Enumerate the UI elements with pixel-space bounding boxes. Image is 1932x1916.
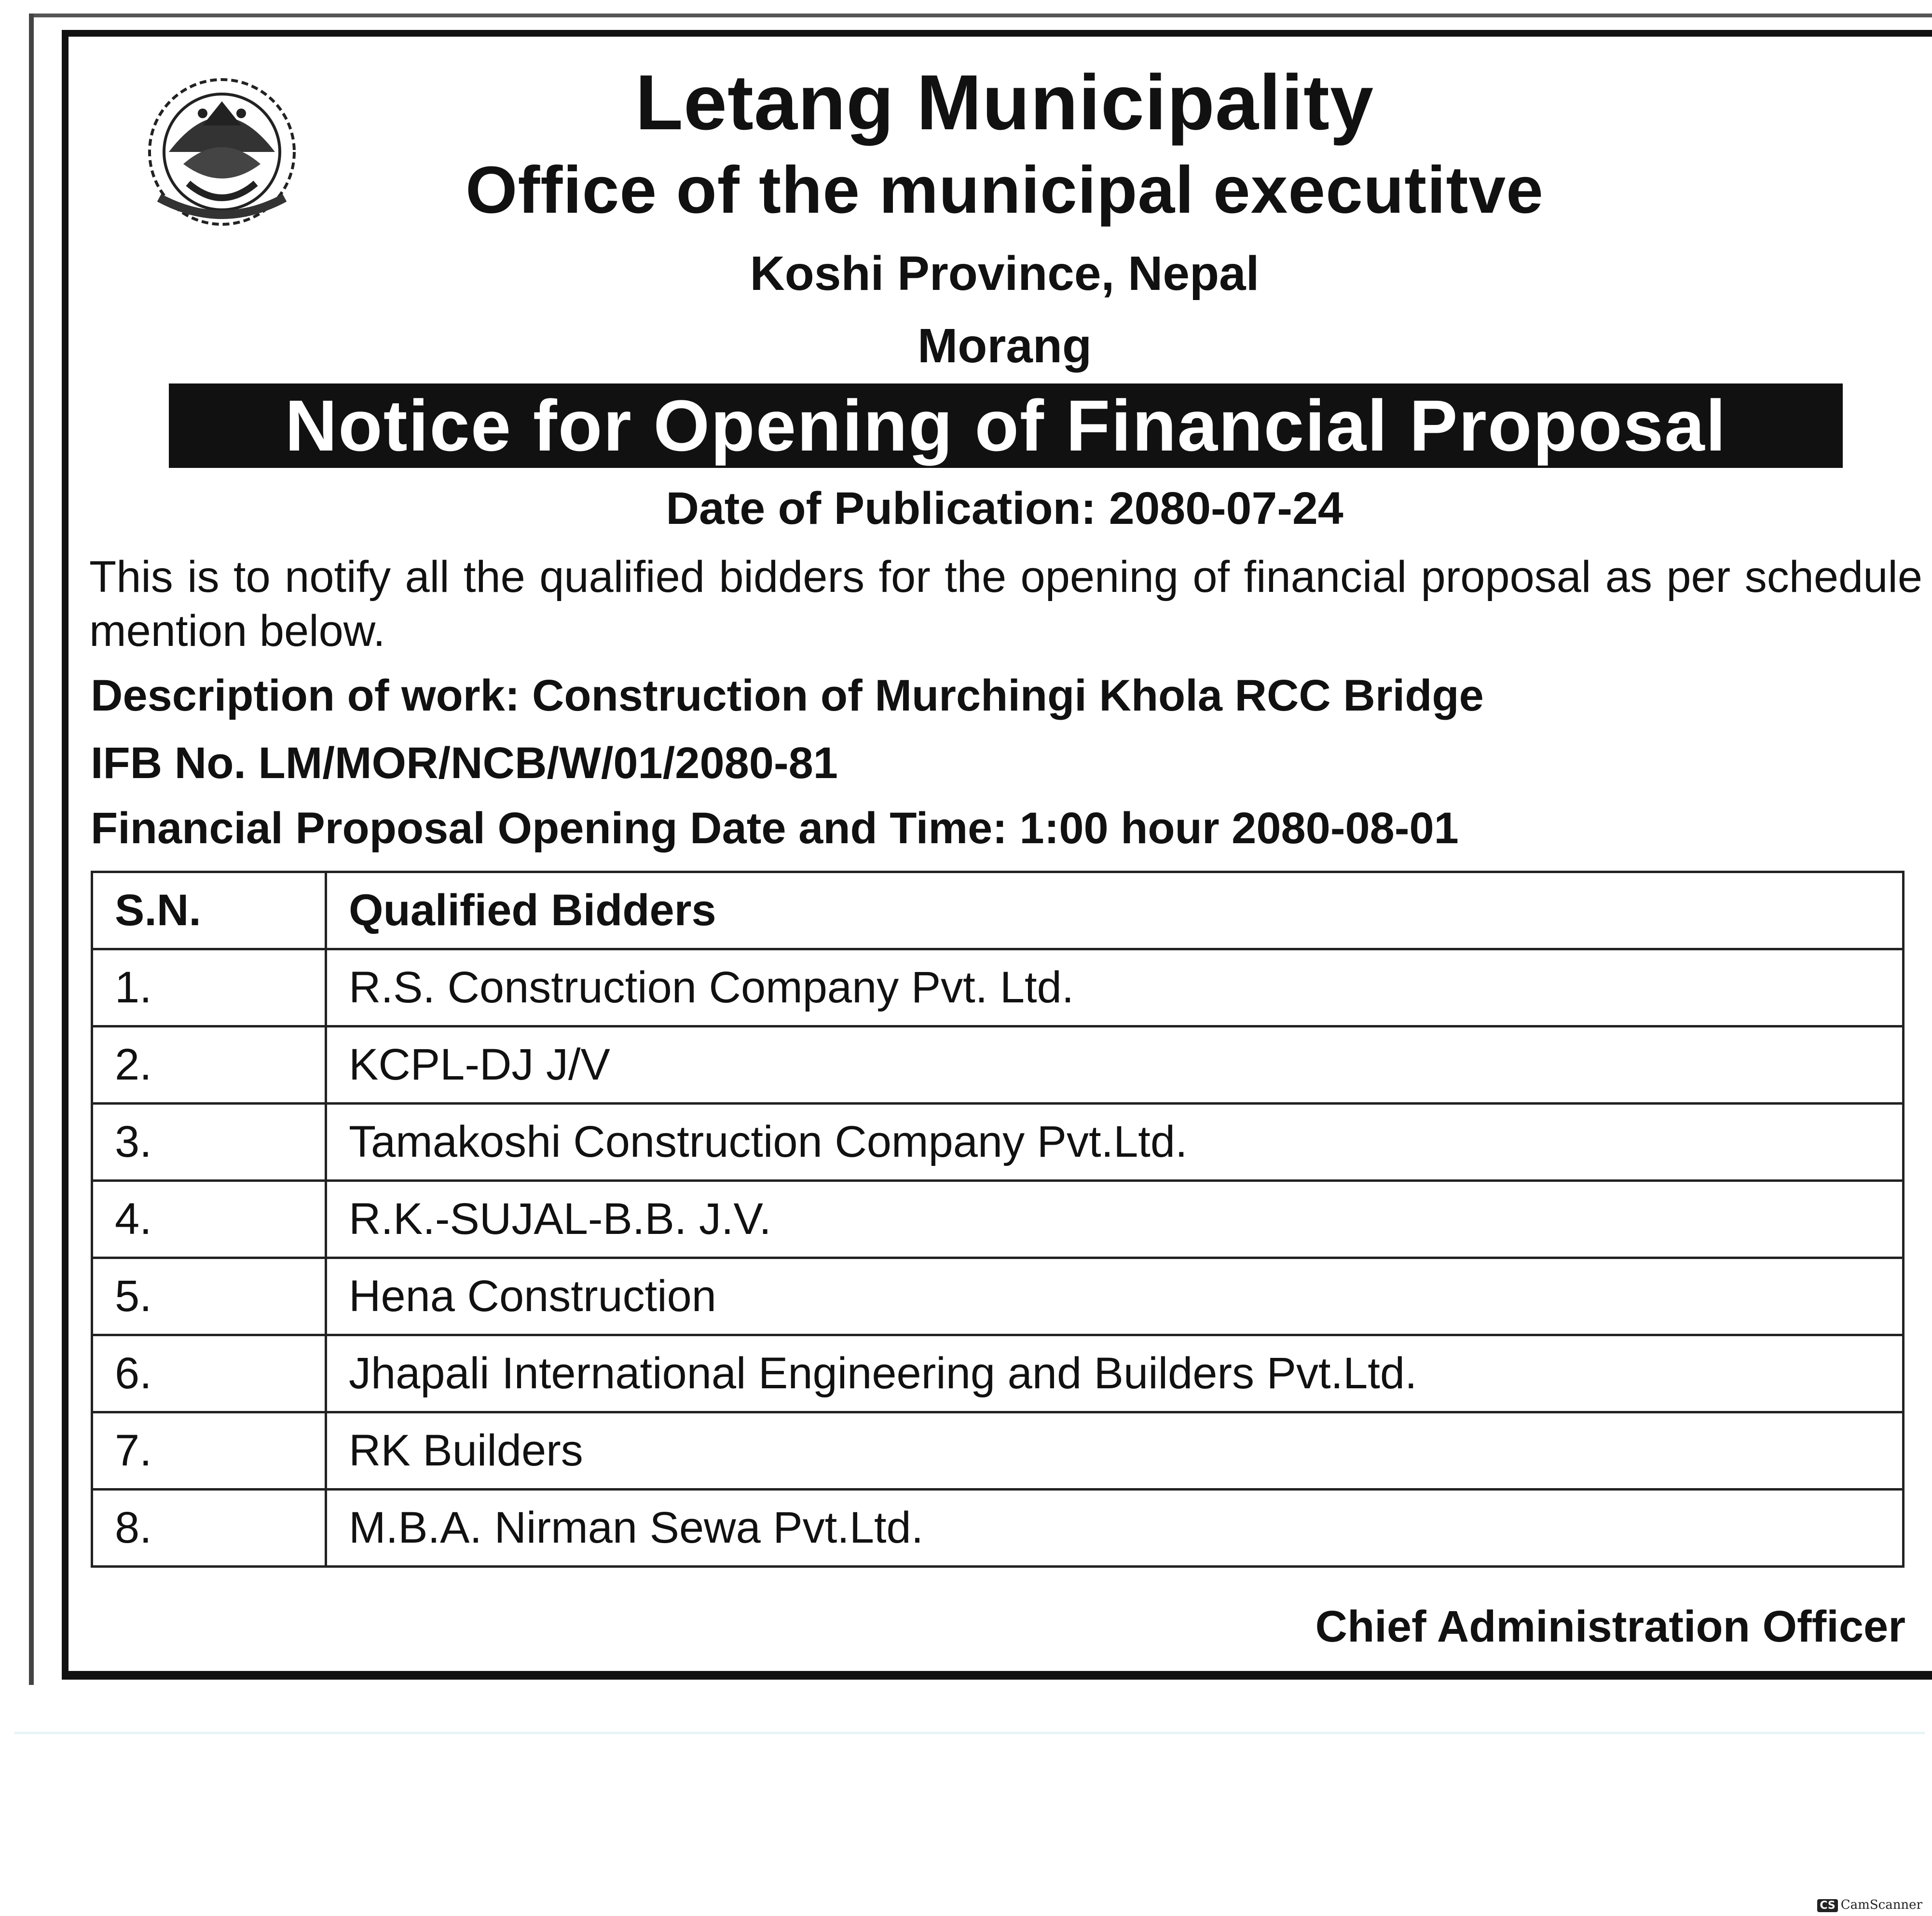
camscanner-label: CamScanner <box>1840 1898 1922 1912</box>
signatory-title: Chief Administration Officer <box>1315 1602 1905 1651</box>
page-edge-left <box>29 14 34 1685</box>
opening-date-time: Financial Proposal Opening Date and Time: 1:00 hour 2080-08-01 <box>91 804 1459 853</box>
row-sn: 5. <box>92 1258 326 1335</box>
province-name: Koshi Province, Nepal <box>750 246 1260 301</box>
row-bidder-name: Tamakoshi Construction Company Pvt.Ltd. <box>326 1104 1904 1181</box>
row-bidder-name: Jhapali International Engineering and Builders Pvt.Ltd. <box>326 1335 1904 1412</box>
work-description: Description of work: Construction of Murchingi Khola RCC Bridge <box>91 671 1484 720</box>
column-header-bidders: Qualified Bidders <box>326 872 1904 949</box>
table-row <box>92 1335 1904 1412</box>
row-bidder-name: M.B.A. Nirman Sewa Pvt.Ltd. <box>326 1490 1904 1567</box>
scan-edge-line <box>14 1732 1925 1734</box>
camscanner-logo-icon: CS <box>1817 1899 1837 1912</box>
table-row <box>92 1026 1904 1104</box>
municipality-name: Letang Municipality <box>635 59 1374 146</box>
row-bidder-name: Hena Construction <box>326 1258 1904 1335</box>
table-row <box>92 1181 1904 1258</box>
row-sn: 2. <box>92 1026 326 1104</box>
table-row <box>92 1104 1904 1181</box>
office-name: Office of the municipal executitve <box>466 153 1544 227</box>
publication-date: Date of Publication: 2080-07-24 <box>666 483 1343 534</box>
column-header-sn: S.N. <box>92 872 326 949</box>
row-sn: 1. <box>92 949 326 1026</box>
table-row <box>92 1258 1904 1335</box>
row-bidder-name: RK Builders <box>326 1412 1904 1490</box>
row-bidder-name: R.S. Construction Company Pvt. Ltd. <box>326 949 1904 1026</box>
ifb-number: IFB No. LM/MOR/NCB/W/01/2080-81 <box>91 739 838 788</box>
qualified-bidders-table <box>91 871 1905 1568</box>
intro-paragraph: This is to notify all the qualified bidders for the opening of financial proposal as per schedule mention below. <box>89 552 1922 656</box>
row-sn: 8. <box>92 1490 326 1567</box>
row-bidder-name: KCPL-DJ J/V <box>326 1026 1904 1104</box>
row-sn: 7. <box>92 1412 326 1490</box>
table-row <box>92 1490 1904 1567</box>
page-edge-top <box>29 14 1932 17</box>
row-bidder-name: R.K.-SUJAL-B.B. J.V. <box>326 1181 1904 1258</box>
table-row <box>92 949 1904 1026</box>
row-sn: 6. <box>92 1335 326 1412</box>
camscanner-watermark <box>1817 1898 1922 1912</box>
table-header-row <box>92 872 1904 949</box>
row-sn: 4. <box>92 1181 326 1258</box>
row-sn: 3. <box>92 1104 326 1181</box>
table-row <box>92 1412 1904 1490</box>
notice-title-banner: Notice for Opening of Financial Proposal <box>169 383 1843 468</box>
district-name: Morang <box>917 319 1092 373</box>
